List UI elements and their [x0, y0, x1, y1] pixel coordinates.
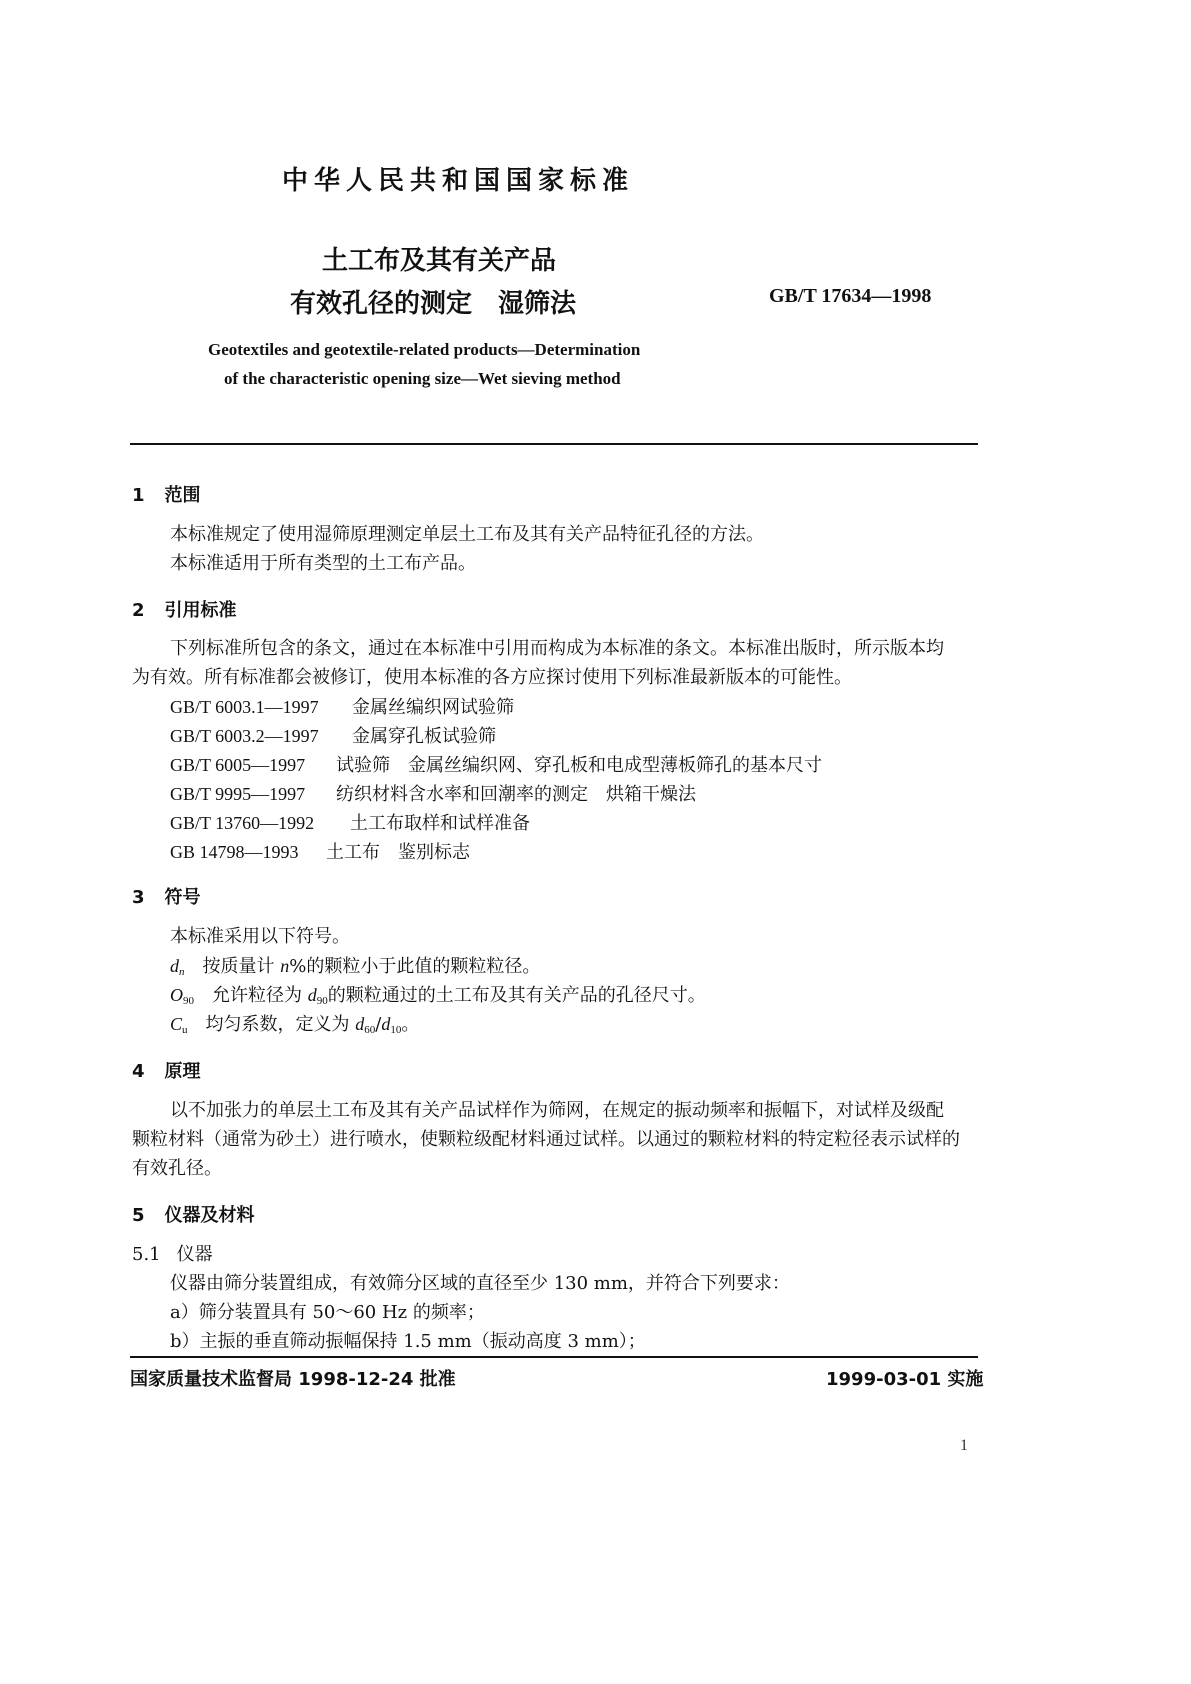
section-number: 5	[132, 1205, 145, 1226]
approval-statement: 国家质量技术监督局 1998-12-24 批准	[130, 1369, 456, 1390]
reference-row	[170, 808, 530, 839]
standard-number: GB/T 17634—1998	[769, 285, 932, 307]
symbol-base: d	[170, 956, 179, 976]
definition-text: 。	[401, 1014, 420, 1035]
definition-text: /	[375, 1014, 382, 1035]
reference-row	[170, 750, 822, 781]
document-title-line1: 土工布及其有关产品	[322, 246, 557, 276]
header-divider	[130, 443, 978, 445]
section-4-paragraph-line3: 有效孔径。	[132, 1158, 222, 1179]
section-4-paragraph-line2: 颗粒材料（通常为砂土）进行喷水，使颗粒级配材料通过试样。以通过的颗粒材料的特定粒径表示试样的	[132, 1129, 960, 1150]
definition-var: n	[280, 956, 290, 976]
section-1-heading	[132, 481, 201, 507]
reference-row	[170, 721, 496, 752]
section-number: 3	[132, 887, 145, 908]
reference-code: GB/T 6003.2—1997	[170, 726, 319, 746]
symbol-subscript: n	[179, 966, 185, 978]
english-title-line2: of the characteristic opening size—Wet sieving method	[224, 369, 621, 388]
definition-text: %的颗粒小于此值的颗粒粒径。	[289, 956, 541, 977]
section-4-paragraph-line1: 以不加张力的单层土工布及其有关产品试样作为筛网，在规定的振动频率和振幅下，对试样及级配	[170, 1100, 944, 1121]
section-title: 符号	[164, 887, 201, 908]
section-5-heading	[132, 1201, 255, 1227]
document-title-line2: 有效孔径的测定 湿筛法	[290, 289, 577, 319]
section-title: 范围	[164, 485, 201, 506]
reference-title: 土工布取样和试样准备	[350, 813, 530, 834]
symbol-cu-definition	[170, 1009, 419, 1045]
reference-title: 试验筛 金属丝编织网、穿孔板和电成型薄板筛孔的基本尺寸	[336, 755, 822, 776]
implementation-date: 1999-03-01 实施	[826, 1369, 984, 1390]
reference-title: 纺织材料含水率和回潮率的测定 烘箱干燥法	[336, 784, 696, 805]
section-5-paragraph: 仪器由筛分装置组成，有效筛分区域的直径至少 130 mm，并符合下列要求：	[170, 1273, 790, 1294]
reference-code: GB/T 6005—1997	[170, 755, 306, 775]
reference-title: 金属丝编织网试验筛	[352, 697, 514, 718]
section-4-heading	[132, 1057, 201, 1083]
section-1-paragraph-2: 本标准适用于所有类型的土工布产品。	[170, 553, 476, 574]
section-3-intro: 本标准采用以下符号。	[170, 926, 350, 947]
section-2-paragraph-line2: 为有效。所有标准都会被修订，使用本标准的各方应探讨使用下列标准最新版本的可能性。	[132, 667, 852, 688]
subsection-number: 5.1	[132, 1244, 161, 1265]
symbol-base: C	[170, 1014, 183, 1034]
english-title-line1: Geotextiles and geotextile-related products—Determination	[208, 340, 641, 359]
definition-text: 允许粒径为	[212, 985, 308, 1006]
subsection-5-1-heading	[132, 1240, 213, 1270]
symbol-subscript: 90	[183, 995, 194, 1007]
definition-text: 均匀系数，定义为	[205, 1014, 356, 1035]
section-title: 原理	[164, 1061, 201, 1082]
section-number: 1	[132, 485, 145, 506]
section-2-paragraph-line1: 下列标准所包含的条文，通过在本标准中引用而构成为本标准的条文。本标准出版时，所示版本均	[170, 638, 944, 659]
reference-row	[170, 779, 696, 810]
subsection-title: 仪器	[176, 1244, 213, 1265]
reference-title: 金属穿孔板试验筛	[352, 726, 496, 747]
national-standard-title: 中华人民共和国国家标准	[282, 166, 635, 196]
requirement-item-a: a）筛分装置具有 50～60 Hz 的频率；	[170, 1302, 485, 1323]
requirement-item-b: b）主振的垂直筛动振幅保持 1.5 mm（振动高度 3 mm）；	[170, 1331, 646, 1352]
definition-var-subscript: 90	[316, 995, 328, 1007]
definition-var: d	[307, 985, 317, 1005]
section-2-heading	[132, 596, 237, 622]
reference-code: GB/T 9995—1997	[170, 784, 306, 804]
footer-divider	[130, 1356, 978, 1358]
section-title: 仪器及材料	[164, 1205, 255, 1226]
section-3-heading	[132, 883, 201, 909]
reference-code: GB/T 6003.1—1997	[170, 697, 319, 717]
reference-row	[170, 692, 514, 723]
page-number: 1	[960, 1437, 968, 1454]
section-title: 引用标准	[164, 600, 237, 621]
reference-code: GB 14798—1993	[170, 842, 299, 862]
section-number: 4	[132, 1061, 145, 1082]
symbol-subscript: u	[182, 1024, 188, 1036]
symbol-base: O	[170, 985, 183, 1005]
definition-text: 的颗粒通过的土工布及其有关产品的孔径尺寸。	[327, 985, 706, 1006]
section-number: 2	[132, 600, 145, 621]
definition-var-subscript: 60	[364, 1024, 376, 1036]
definition-var: d	[355, 1014, 365, 1034]
definition-var: d	[381, 1014, 391, 1034]
reference-title: 土工布 鉴别标志	[326, 842, 470, 863]
section-1-paragraph-1: 本标准规定了使用湿筛原理测定单层土工布及其有关产品特征孔径的方法。	[170, 524, 764, 545]
reference-row	[170, 837, 470, 868]
reference-code: GB/T 13760—1992	[170, 813, 315, 833]
definition-text: 按质量计	[202, 956, 281, 977]
definition-var-subscript: 10	[390, 1024, 402, 1036]
